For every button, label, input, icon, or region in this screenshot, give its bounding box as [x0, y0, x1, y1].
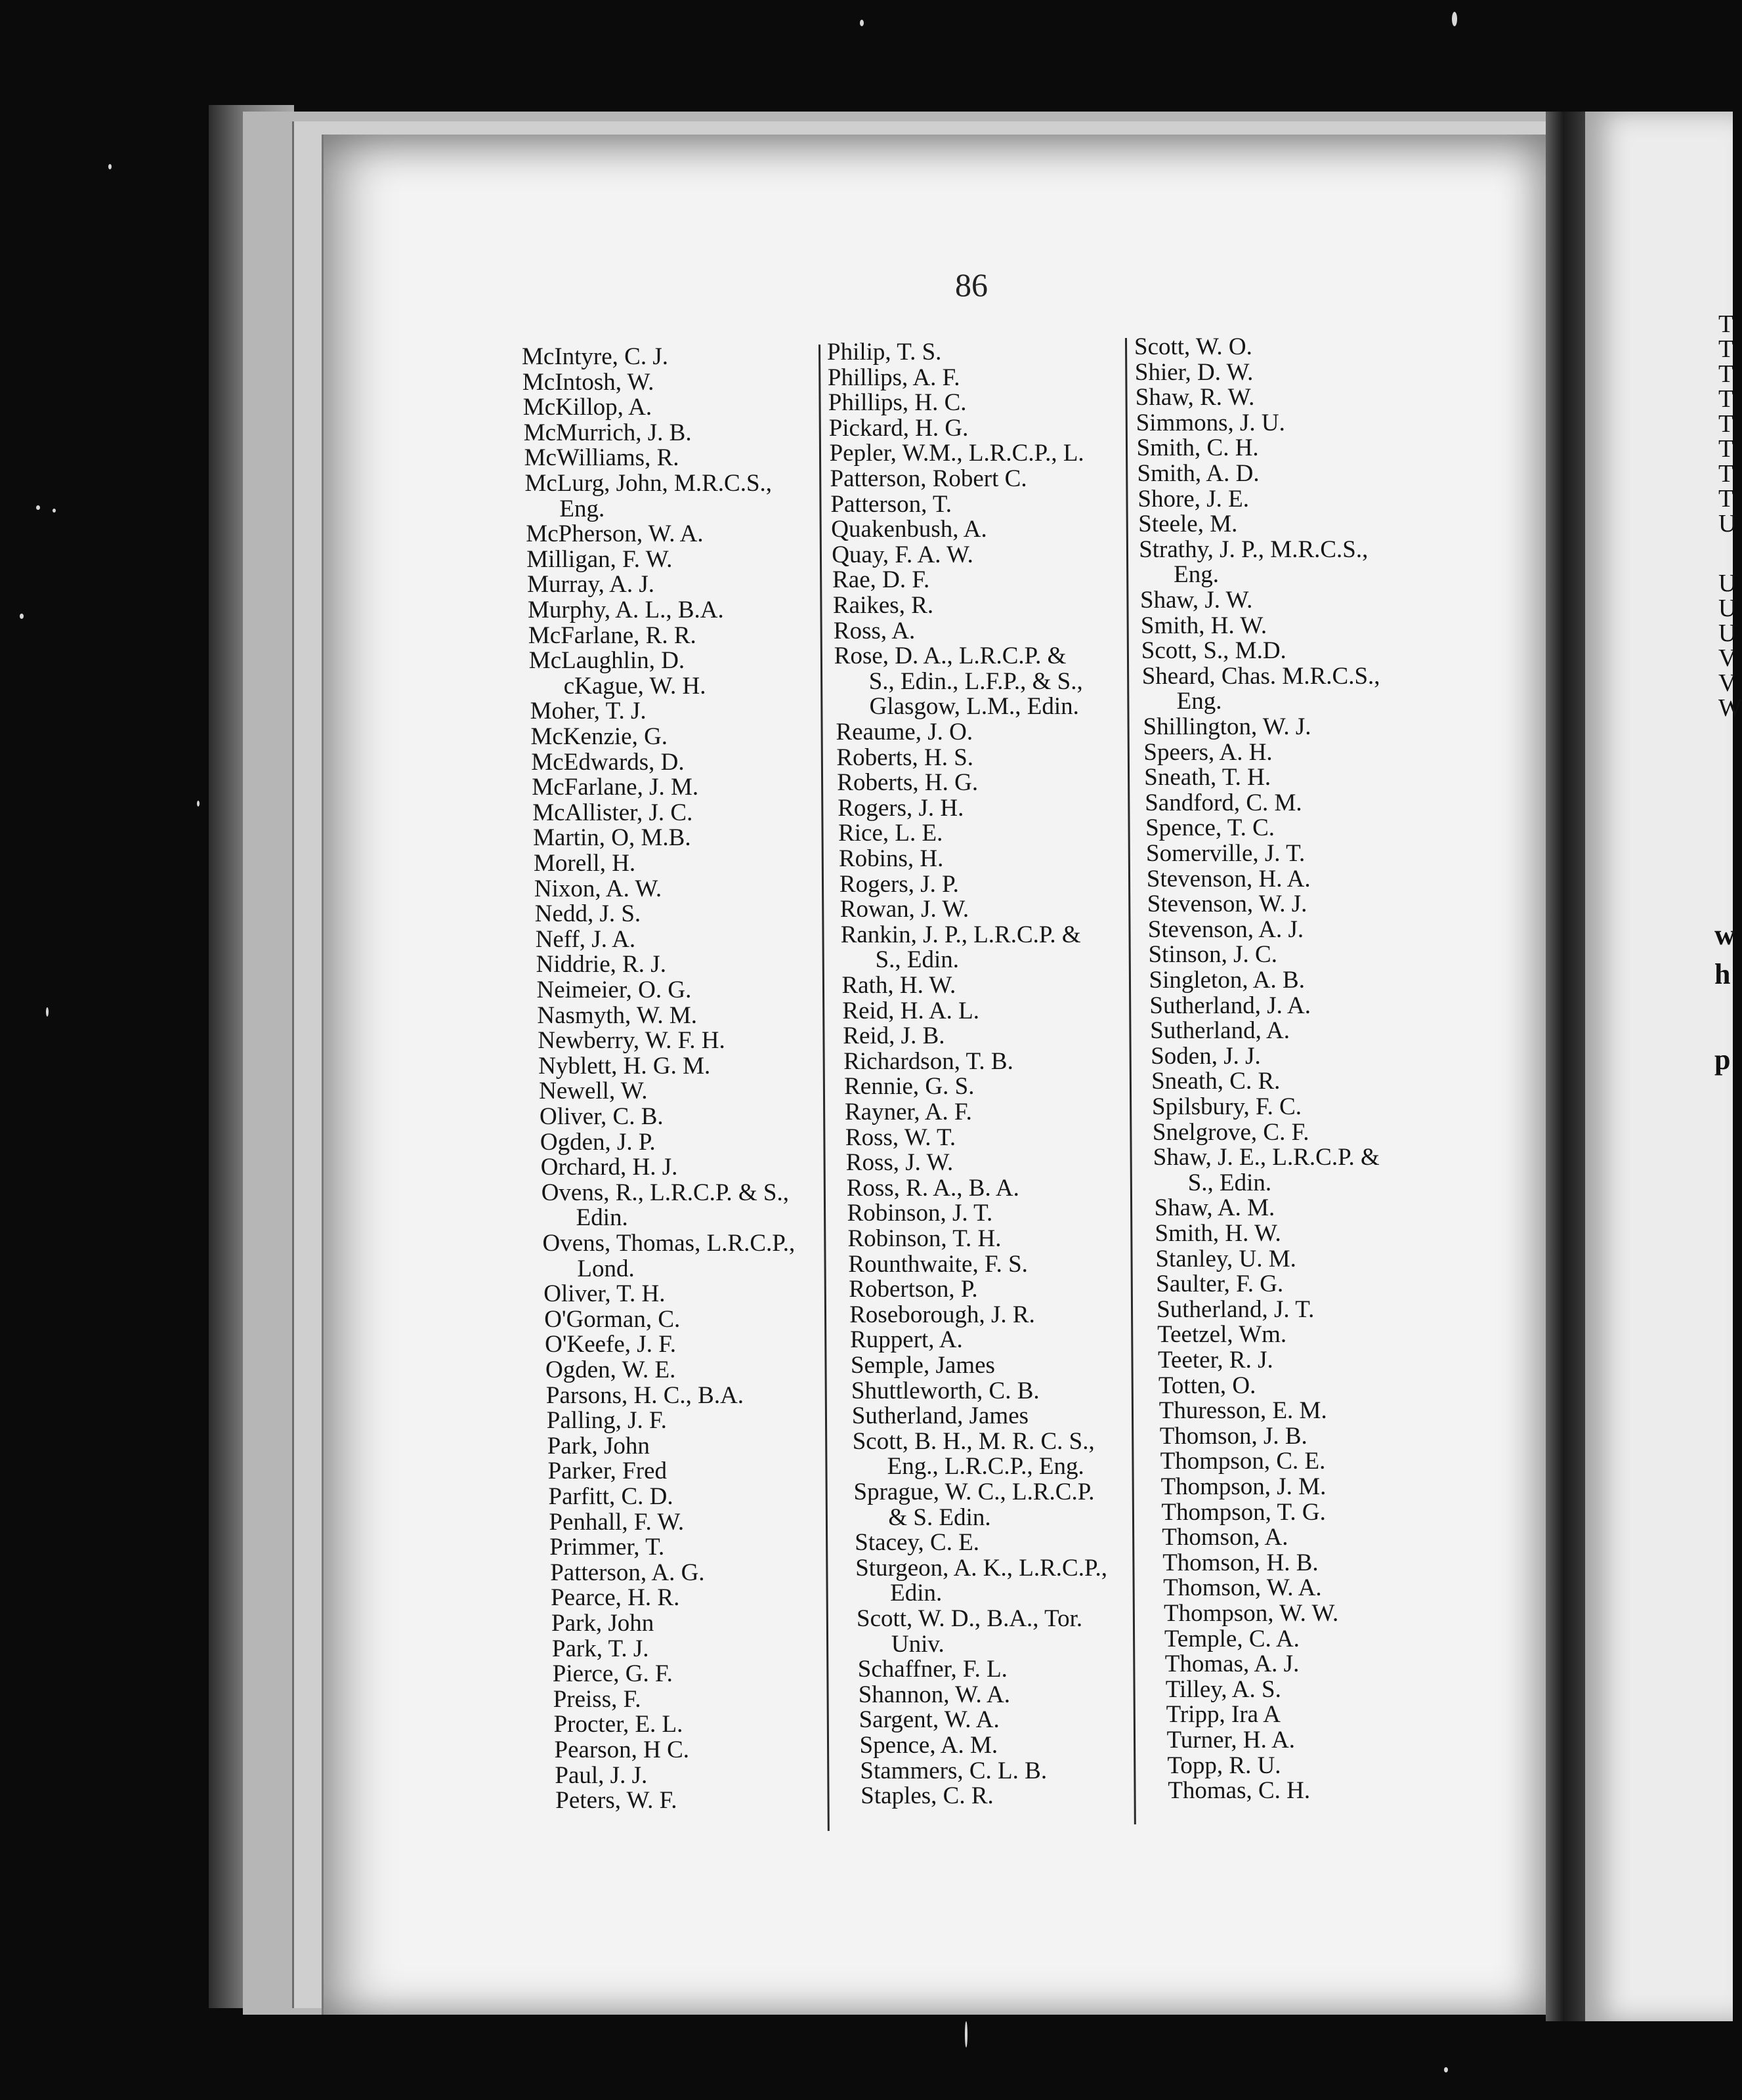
directory-entry: Quay, F. A. W. — [832, 541, 973, 568]
directory-entry: Moher, T. J. — [530, 698, 647, 725]
directory-entry: Temple, C. A. — [1164, 1625, 1300, 1652]
directory-entry: Newberry, W. F. H. — [538, 1027, 725, 1055]
directory-entry: Oliver, C. B. — [540, 1103, 664, 1130]
next-page-fragment: T — [1718, 460, 1734, 488]
directory-entry: Pickard, H. G. — [828, 414, 969, 442]
directory-entry: Park, T. J. — [551, 1635, 649, 1662]
directory-entry: Lond. — [577, 1255, 635, 1282]
directory-entry: Smith, A. D. — [1137, 460, 1260, 487]
directory-entry: Sandford, C. M. — [1145, 789, 1302, 816]
directory-entry: Milligan, F. W. — [526, 545, 673, 573]
directory-entry: McWilliams, R. — [524, 444, 679, 472]
directory-entry: Pierce, G. F. — [552, 1660, 673, 1688]
directory-entry: Eng. — [1174, 561, 1219, 589]
directory-entry: & S. Edin. — [888, 1503, 991, 1531]
directory-entry: Ross, A. — [833, 617, 916, 644]
directory-entry: Philip, T. S. — [827, 339, 942, 366]
directory-entry: Rose, D. A., L.R.C.P. & — [834, 642, 1067, 670]
directory-entry: Stevenson, H. A. — [1146, 865, 1311, 892]
next-page-fragment: U — [1718, 570, 1737, 597]
directory-entry: Thompson, T. G. — [1161, 1498, 1326, 1526]
directory-entry: Ogden, W. E. — [545, 1356, 676, 1383]
directory-entry: S., Edin. — [875, 946, 960, 974]
directory-entry: McPherson, W. A. — [526, 520, 704, 548]
next-page-fragment: T — [1718, 335, 1734, 363]
directory-entry: Rayner, A. F. — [845, 1099, 972, 1125]
directory-entry: McKenzie, G. — [530, 723, 668, 750]
directory-entry: Saulter, F. G. — [1156, 1270, 1284, 1298]
directory-entry: Soden, J. J. — [1151, 1042, 1261, 1070]
directory-entry: Reid, J. B. — [843, 1022, 945, 1050]
directory-entry: Nasmyth, W. M. — [537, 1001, 697, 1029]
next-page-fragment: T — [1718, 435, 1734, 463]
directory-entry: Sutherland, J. A. — [1149, 992, 1311, 1019]
directory-entry: Strathy, J. P., M.R.C.S., — [1139, 536, 1369, 563]
directory-entry: Shier, D. W. — [1134, 358, 1254, 386]
directory-entry: Peters, W. F. — [555, 1787, 677, 1815]
directory-entry: Teeter, R. J. — [1158, 1347, 1273, 1374]
directory-entry: Shaw, J. W. — [1140, 587, 1253, 614]
directory-entry: Smith, H. W. — [1155, 1220, 1281, 1247]
dust-speck — [860, 20, 864, 26]
directory-entry: McEdwards, D. — [531, 748, 685, 776]
directory-entry: S., Edin., L.F.P., & S., — [868, 667, 1083, 695]
directory-entry: Murray, A. J. — [527, 571, 654, 598]
directory-entry: Schaffner, F. L. — [857, 1656, 1008, 1683]
next-page-fragment: V — [1718, 669, 1737, 697]
directory-entry: Martin, O, M.B. — [533, 824, 691, 852]
directory-entry: Phillips, H. C. — [828, 389, 967, 417]
directory-entry: Park, John — [551, 1610, 654, 1637]
next-page-fragment: T — [1718, 485, 1734, 513]
directory-entry: Semple, James — [851, 1352, 995, 1379]
directory-entry: McMurrich, J. B. — [523, 419, 692, 446]
directory-entry: Shaw, J. E., L.R.C.P. & — [1153, 1144, 1380, 1171]
directory-entry: Simmons, J. U. — [1136, 409, 1285, 436]
directory-entry: Snelgrove, C. F. — [1152, 1118, 1309, 1146]
directory-entry: Thomas, C. H. — [1168, 1777, 1311, 1805]
directory-entry: Sprague, W. C., L.R.C.P. — [853, 1479, 1095, 1505]
directory-entry: Nedd, J. S. — [534, 900, 641, 928]
directory-entry: Patterson, T. — [830, 490, 952, 518]
directory-entry: Thomson, J. B. — [1159, 1422, 1307, 1450]
directory-entry: Stevenson, W. J. — [1147, 891, 1307, 918]
directory-entry: Univ. — [891, 1630, 945, 1658]
directory-entry: Thomson, A. — [1162, 1524, 1288, 1551]
directory-entry: Rennie, G. S. — [844, 1073, 975, 1101]
directory-entry: McFarlane, J. M. — [532, 774, 699, 801]
directory-entry: Reaume, J. O. — [836, 719, 973, 746]
directory-entry: Stanley, U. M. — [1155, 1245, 1296, 1272]
directory-entry: Topp, R. U. — [1167, 1752, 1281, 1779]
directory-entry: Tripp, Ira A — [1166, 1701, 1281, 1729]
next-page-fragment: w — [1714, 919, 1735, 951]
dust-speck — [46, 1007, 49, 1017]
directory-entry: Newell, W. — [539, 1078, 648, 1105]
dust-speck — [965, 2021, 967, 2048]
dust-speck — [1452, 12, 1457, 26]
directory-entry: Rogers, J. P. — [839, 870, 959, 898]
directory-entry: Thompson, W. W. — [1164, 1600, 1339, 1627]
directory-entry: Ross, R. A., B. A. — [846, 1174, 1019, 1202]
directory-entry: Thomson, H. B. — [1162, 1549, 1319, 1576]
directory-entry: Patterson, Robert C. — [830, 465, 1027, 492]
directory-entry: Robinson, J. T. — [847, 1200, 993, 1227]
directory-entry: McIntosh, W. — [522, 368, 654, 396]
directory-entry: Spence, A. M. — [859, 1732, 998, 1759]
directory-entry: O'Gorman, C. — [544, 1305, 681, 1333]
directory-entry: Shaw, A. M. — [1154, 1194, 1275, 1222]
directory-entry: Ross, W. T. — [845, 1124, 956, 1151]
directory-entry: Pepler, W.M., L.R.C.P., L. — [829, 440, 1084, 467]
directory-entry: Sutherland, A. — [1150, 1017, 1290, 1045]
directory-entry: Paul, J. J. — [555, 1761, 648, 1789]
dust-speck — [36, 505, 40, 510]
directory-entry: Eng. — [1176, 688, 1222, 715]
directory-entry: Speers, A. H. — [1143, 738, 1273, 766]
next-page-fragment: U — [1718, 595, 1737, 622]
directory-entry: Eng. — [559, 495, 605, 522]
directory-entry: Richardson, T. B. — [843, 1047, 1013, 1075]
directory-entry: Murphy, A. L., B.A. — [528, 597, 724, 623]
directory-entry: Thuresson, E. M. — [1158, 1397, 1327, 1425]
directory-entry: Niddrie, R. J. — [536, 951, 666, 978]
directory-entry: Thompson, J. M. — [1160, 1473, 1327, 1500]
next-page-fragment: p — [1714, 1043, 1731, 1076]
directory-entry: Rounthwaite, F. S. — [848, 1250, 1028, 1278]
next-page-fragment: U — [1718, 510, 1737, 537]
directory-entry: Shaw, R. W. — [1135, 384, 1255, 411]
directory-entry: Tilley, A. S. — [1165, 1675, 1281, 1703]
next-page-fragment: T — [1718, 310, 1734, 338]
directory-entry: Eng., L.R.C.P., Eng. — [887, 1453, 1084, 1480]
directory-entry: cKague, W. H. — [563, 672, 706, 700]
next-page-edge — [1585, 112, 1733, 2021]
directory-entry: Oliver, T. H. — [543, 1280, 666, 1308]
directory-entry: Shuttleworth, C. B. — [851, 1377, 1040, 1404]
directory-entry: S., Edin. — [1187, 1169, 1272, 1196]
directory-entry: Singleton, A. B. — [1149, 967, 1305, 994]
directory-entry: Sneath, T. H. — [1144, 764, 1271, 791]
directory-entry: Robinson, T. H. — [847, 1225, 1002, 1252]
directory-entry: Somerville, J. T. — [1146, 840, 1306, 867]
directory-entry: Smith, C. H. — [1136, 434, 1259, 462]
page-number: 86 — [955, 266, 988, 303]
directory-entry: Roberts, H. G. — [837, 769, 979, 797]
directory-entry: Primmer, T. — [549, 1534, 665, 1561]
directory-entry: Park, John — [547, 1432, 650, 1460]
next-page-fragment: h — [1714, 958, 1731, 990]
directory-entry: O'Keefe, J. F. — [545, 1331, 677, 1358]
directory-entry: Teetzel, Wm. — [1157, 1321, 1287, 1349]
directory-entry: Nyblett, H. G. M. — [538, 1052, 711, 1080]
directory-entry: Robins, H. — [839, 845, 944, 872]
directory-entry: Penhall, F. W. — [549, 1508, 685, 1536]
directory-entry: Preiss, F. — [553, 1685, 641, 1713]
directory-entry: Thomas, A. J. — [1164, 1650, 1300, 1678]
directory-entry: Scott, S., M.D. — [1141, 637, 1286, 665]
directory-entry: Ross, J. W. — [845, 1149, 954, 1177]
directory-entry: Sturgeon, A. K., L.R.C.P., — [855, 1554, 1107, 1582]
next-page-fragment: T — [1718, 385, 1734, 413]
directory-entry: Spilsbury, F. C. — [1152, 1093, 1302, 1120]
directory-entry: Sargent, W. A. — [859, 1706, 1000, 1734]
directory-entry: Stammers, C. L. B. — [860, 1757, 1048, 1784]
directory-entry: Totten, O. — [1158, 1372, 1256, 1399]
directory-entry: Phillips, A. F. — [827, 364, 960, 391]
next-page-fragment: T — [1718, 410, 1734, 438]
directory-entry: Parsons, H. C., B.A. — [545, 1381, 744, 1409]
directory-entry: Ogden, J. P. — [540, 1128, 656, 1156]
directory-entry: Rogers, J. H. — [838, 794, 964, 822]
directory-entry: Rice, L. E. — [838, 820, 943, 847]
directory-entry: Sutherland, James — [851, 1402, 1029, 1430]
directory-entry: McFarlane, R. R. — [528, 621, 696, 649]
directory-entry: Parfitt, C. D. — [548, 1483, 673, 1510]
directory-entry: Ovens, Thomas, L.R.C.P., — [542, 1230, 796, 1257]
directory-entry: McLaughlin, D. — [528, 647, 685, 675]
directory-entry: Robertson, P. — [849, 1276, 978, 1303]
directory-entry: Pearson, H C. — [554, 1736, 690, 1763]
dust-speck — [1444, 2067, 1448, 2072]
directory-entry: Steele, M. — [1138, 511, 1238, 538]
directory-entry: McKillop, A. — [522, 394, 652, 421]
directory-entry: Stinson, J. C. — [1148, 941, 1277, 969]
directory-entry: McIntyre, C. J. — [522, 343, 668, 370]
directory-entry: Rath, H. W. — [841, 972, 956, 999]
directory-entry: Rowan, J. W. — [839, 896, 969, 923]
directory-entry: Ruppert, A. — [850, 1326, 963, 1354]
directory-entry: Thomson, W. A. — [1163, 1574, 1322, 1602]
book-gutter — [1546, 112, 1585, 2021]
dust-speck — [197, 801, 200, 807]
directory-entry: Sneath, C. R. — [1151, 1068, 1281, 1095]
directory-entry: Ovens, R., L.R.C.P. & S., — [541, 1179, 789, 1206]
directory-entry: Scott, W. O. — [1134, 333, 1252, 360]
directory-entry: Parker, Fred — [547, 1458, 667, 1485]
directory-entry: Sutherland, J. T. — [1157, 1295, 1315, 1323]
directory-entry: Procter, E. L. — [553, 1711, 683, 1738]
directory-entry: Scott, B. H., M. R. C. S., — [852, 1427, 1095, 1455]
next-page-fragment: V — [1718, 644, 1737, 672]
directory-entry: Palling, J. F. — [546, 1407, 667, 1435]
directory-entry: Raikes, R. — [833, 592, 934, 619]
directory-entry: Roberts, H. S. — [836, 744, 974, 771]
dust-speck — [20, 614, 24, 619]
directory-entry: Edin. — [890, 1580, 943, 1607]
next-page-fragment: T — [1718, 360, 1734, 388]
directory-entry: Rae, D. F. — [832, 566, 930, 594]
directory-entry: Patterson, A. G. — [550, 1559, 705, 1586]
directory-entry: Neff, J. A. — [535, 925, 636, 953]
directory-entry: Rankin, J. P., L.R.C.P. & — [840, 921, 1081, 948]
next-page-fragment: W — [1718, 694, 1742, 722]
directory-entry: Staples, C. R. — [860, 1782, 994, 1810]
directory-entry: Reid, H. A. L. — [842, 997, 980, 1024]
directory-entry: Scott, W. D., B.A., Tor. — [857, 1605, 1083, 1632]
directory-entry: Orchard, H. J. — [540, 1154, 678, 1181]
directory-entry: Shannon, W. A. — [858, 1681, 1010, 1708]
directory-entry: Pearce, H. R. — [551, 1584, 680, 1612]
directory-entry: Turner, H. A. — [1166, 1727, 1296, 1754]
directory-entry: Stacey, C. E. — [855, 1529, 980, 1557]
directory-entry: Morell, H. — [534, 850, 636, 877]
directory-entry: Edin. — [576, 1204, 628, 1232]
next-page-fragment: U — [1718, 620, 1737, 647]
directory-entry: Smith, H. W. — [1140, 612, 1267, 639]
directory-entry: Spence, T. C. — [1145, 814, 1275, 842]
directory-entry: Roseborough, J. R. — [849, 1301, 1035, 1328]
directory-entry: Stevenson, A. J. — [1147, 915, 1304, 943]
directory-entry: Glasgow, L.M., Edin. — [869, 693, 1079, 721]
directory-entry: Quakenbush, A. — [831, 516, 987, 543]
directory-entry: Neimeier, O. G. — [536, 976, 692, 1003]
directory-entry: Shillington, W. J. — [1143, 713, 1311, 740]
dust-speck — [108, 164, 112, 169]
directory-entry: Thompson, C. E. — [1160, 1448, 1326, 1475]
directory-entry: Nixon, A. W. — [534, 875, 662, 902]
dust-speck — [53, 509, 56, 513]
directory-entry: Sheard, Chas. M.R.C.S., — [1141, 662, 1380, 690]
directory-entry: McLurg, John, M.R.C.S., — [524, 470, 773, 497]
directory-entry: Shore, J. E. — [1137, 485, 1249, 513]
directory-entry: McAllister, J. C. — [532, 799, 693, 826]
